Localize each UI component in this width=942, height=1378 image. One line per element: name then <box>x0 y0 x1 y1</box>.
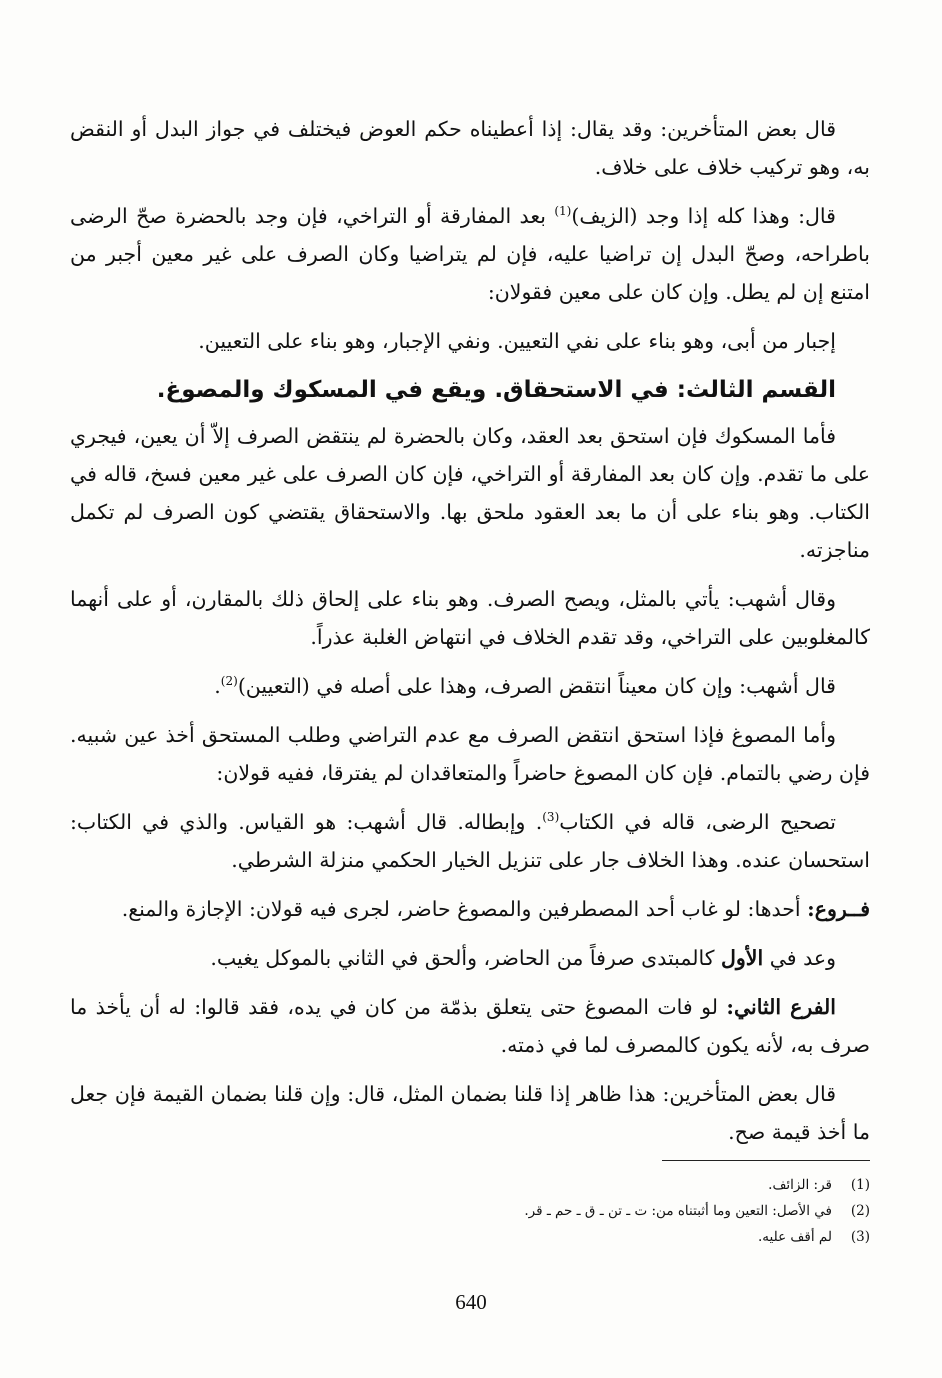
paragraph-text: قال: وهذا كله إذا وجد (الزيف) <box>571 204 836 228</box>
footnote-number: (2) <box>850 1203 870 1219</box>
paragraph <box>70 322 870 360</box>
paragraph <box>70 110 870 186</box>
paragraph <box>70 803 870 879</box>
paragraph-text: وقال أشهب: يأتي بالمثل، ويصح الصرف. وهو بناء على إلحاق ذلك بالمقارن، أو على أنهما كالمغلوبين على التراخي، وقد تقدم الخلاف في انتهاض الغلبة عذراً. <box>70 587 870 649</box>
paragraph <box>70 197 870 311</box>
footnote-text: قر: الزائف. <box>768 1177 832 1193</box>
footnote-ref[interactable]: (2) <box>220 674 238 689</box>
paragraph-text: بعد المفارقة أو التراخي، فإن وجد بالحضرة صحّ الرضى باطراحه، وصحّ البدل إن تراضيا عليه، فإن لم يتراضيا وكان الصرف على غير معين أجبر من امتنع إن لم يطل. وإن كان على معين فقولان: <box>70 204 870 304</box>
paragraph-text: قال أشهب: وإن كان معيناً انتقض الصرف، وهذا على أصله في (التعيين) <box>237 674 836 698</box>
footnote-number: (1) <box>850 1177 870 1193</box>
paragraph-text: تصحيح الرضى، قاله في الكتاب <box>559 810 836 834</box>
page-number: 640 <box>455 1290 487 1314</box>
main-text <box>70 110 870 1162</box>
paragraph <box>70 988 870 1064</box>
paragraph <box>70 580 870 656</box>
paragraph-text: كالمبتدى صرفاً من الحاضر، وألحق في الثاني بالموكل يغيب. <box>210 946 715 970</box>
emphasis: الأول <box>720 946 764 970</box>
subheading-inline: فــروع: <box>807 897 870 921</box>
footnote-item <box>330 1172 870 1198</box>
paragraph-text: فأما المسكوك فإن استحق بعد العقد، وكان بالحضرة لم ينتقض الصرف إلاّ أن يعين، فيجري على ما تقدم. وإن كان بعد المفارقة أو التراخي، فإن كان الصرف على غير معين فسخ، قاله في الكتاب. وهو بناء على أن ما بعد العقود ملحق بها. والاستحقاق يقتضي كون الصرف لم تكمل مناجزته. <box>70 424 870 562</box>
footnotes <box>330 1172 870 1250</box>
paragraph-text: . <box>214 674 221 698</box>
paragraph <box>70 890 870 928</box>
footnote-divider <box>662 1160 870 1161</box>
footnote-number: (3) <box>850 1229 870 1245</box>
paragraph <box>70 716 870 792</box>
footnote-text: في الأصل: التعين وما أثبتناه من: ت ـ تن ـ ق ـ حم ـ قر. <box>524 1203 832 1219</box>
footnote-ref[interactable]: (3) <box>542 810 560 825</box>
paragraph <box>70 667 870 705</box>
paragraph-text: أحدها: لو غاب أحد المصطرفين والمصوغ حاضر، لجرى فيه قولان: الإجازة والمنع. <box>121 897 801 921</box>
footnote-item <box>330 1224 870 1250</box>
subheading-inline: الفرع الثاني: <box>726 995 836 1019</box>
paragraph-text: . وإبطاله. قال أشهب: هو القياس. والذي في الكتاب: استحسان عنده. وهذا الخلاف جار على تنزيل الخيار الحكمي منزلة الشرطي. <box>70 810 870 872</box>
paragraph-text: لو فات المصوغ حتى يتعلق بذمّة من كان في يده، فقد قالوا: له أن يأخذ ما صرف به، لأنه يكون كالمصرف لما في ذمته. <box>70 995 870 1057</box>
footnote-text: لم أقف عليه. <box>758 1229 832 1245</box>
paragraph-text: وأما المصوغ فإذا استحق انتقض الصرف مع عدم التراضي وطلب المستحق أخذ عين شبيه. فإن رضي بالتمام. فإن كان المصوغ حاضراً والمتعاقدان لم يفترقا، ففيه قولان: <box>70 723 870 785</box>
section-heading: القسم الثالث: في الاستحقاق. ويقع في المسكوك والمصوغ. <box>156 377 836 403</box>
paragraph <box>70 939 870 977</box>
paragraph-text: قال بعض المتأخرين: هذا ظاهر إذا قلنا بضمان المثل، قال: وإن قلنا بضمان القيمة فإن جعل ما أخذ قيمة صح. <box>70 1082 870 1144</box>
paragraph <box>70 1075 870 1151</box>
footnote-ref[interactable]: (1) <box>554 204 572 219</box>
paragraph-text: وعد في <box>769 946 836 970</box>
paragraph-text: إجبار من أبى، وهو بناء على نفي التعيين. ونفي الإجبار، وهو بناء على التعيين. <box>198 329 836 353</box>
paragraph-text: قال بعض المتأخرين: وقد يقال: إذا أعطيناه حكم العوض فيختلف في جواز البدل أو النقض به، وهو تركيب خلاف على خلاف. <box>70 117 870 179</box>
paragraph <box>70 417 870 569</box>
footnote-item <box>330 1198 870 1224</box>
